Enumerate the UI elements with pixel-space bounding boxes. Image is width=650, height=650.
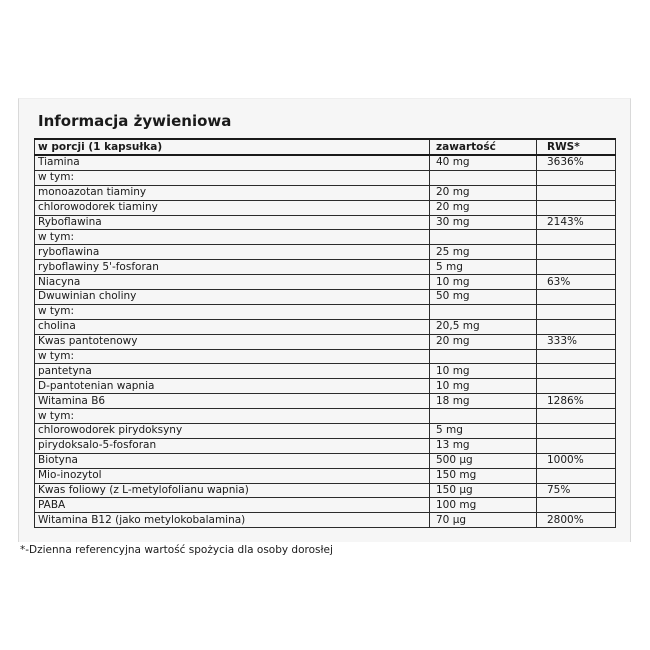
cell-name: pantetyna bbox=[35, 364, 430, 379]
cell-rws bbox=[537, 438, 616, 453]
cell-name: monoazotan tiaminy bbox=[35, 185, 430, 200]
cell-name: PABA bbox=[35, 498, 430, 513]
table-row bbox=[35, 215, 616, 230]
cell-rws: 333% bbox=[537, 334, 616, 349]
cell-amount: 5 mg bbox=[430, 424, 537, 439]
table-row bbox=[35, 498, 616, 513]
cell-name: ryboflawiny 5'-fosforan bbox=[35, 260, 430, 275]
cell-amount bbox=[430, 349, 537, 364]
cell-rws bbox=[537, 319, 616, 334]
table-row bbox=[35, 424, 616, 439]
table-row bbox=[35, 453, 616, 468]
cell-amount: 500 µg bbox=[430, 453, 537, 468]
cell-amount: 10 mg bbox=[430, 379, 537, 394]
table-row bbox=[35, 170, 616, 185]
cell-name: w tym: bbox=[35, 304, 430, 319]
table-row bbox=[35, 513, 616, 528]
cell-rws bbox=[537, 170, 616, 185]
cell-rws: 63% bbox=[537, 275, 616, 290]
cell-name: Kwas pantotenowy bbox=[35, 334, 430, 349]
header-serving: w porcji (1 kapsułka) bbox=[35, 139, 430, 155]
cell-amount bbox=[430, 170, 537, 185]
cell-amount: 20 mg bbox=[430, 185, 537, 200]
cell-amount: 18 mg bbox=[430, 394, 537, 409]
table-row bbox=[35, 245, 616, 260]
cell-name: chlorowodorek pirydoksyny bbox=[35, 424, 430, 439]
cell-amount: 100 mg bbox=[430, 498, 537, 513]
table-row bbox=[35, 185, 616, 200]
cell-name: w tym: bbox=[35, 349, 430, 364]
nutrition-table bbox=[34, 138, 616, 528]
header-amount: zawartość bbox=[430, 139, 537, 155]
cell-rws bbox=[537, 409, 616, 424]
cell-amount: 20,5 mg bbox=[430, 319, 537, 334]
cell-amount: 13 mg bbox=[430, 438, 537, 453]
cell-amount bbox=[430, 304, 537, 319]
page-title: Informacja żywieniowa bbox=[38, 112, 232, 130]
cell-amount: 40 mg bbox=[430, 155, 537, 170]
table-row bbox=[35, 230, 616, 245]
cell-name: pirydoksalo-5-fosforan bbox=[35, 438, 430, 453]
table-row bbox=[35, 304, 616, 319]
cell-name: Dwuwinian choliny bbox=[35, 290, 430, 305]
cell-amount: 50 mg bbox=[430, 290, 537, 305]
table-row bbox=[35, 438, 616, 453]
cell-amount: 20 mg bbox=[430, 200, 537, 215]
cell-name: Biotyna bbox=[35, 453, 430, 468]
cell-amount: 20 mg bbox=[430, 334, 537, 349]
cell-amount: 25 mg bbox=[430, 245, 537, 260]
cell-rws bbox=[537, 304, 616, 319]
table-row bbox=[35, 379, 616, 394]
cell-name: Mio-inozytol bbox=[35, 468, 430, 483]
table-row bbox=[35, 349, 616, 364]
table-row bbox=[35, 290, 616, 305]
cell-name: Niacyna bbox=[35, 275, 430, 290]
cell-rws: 2143% bbox=[537, 215, 616, 230]
cell-amount: 70 µg bbox=[430, 513, 537, 528]
table-row bbox=[35, 394, 616, 409]
cell-rws bbox=[537, 424, 616, 439]
cell-name: w tym: bbox=[35, 170, 430, 185]
cell-name: Tiamina bbox=[35, 155, 430, 170]
cell-amount: 150 mg bbox=[430, 468, 537, 483]
cell-name: Kwas foliowy (z L-metylofolianu wapnia) bbox=[35, 483, 430, 498]
cell-rws bbox=[537, 185, 616, 200]
cell-rws: 2800% bbox=[537, 513, 616, 528]
cell-rws bbox=[537, 498, 616, 513]
cell-rws: 1000% bbox=[537, 453, 616, 468]
cell-rws bbox=[537, 379, 616, 394]
cell-rws bbox=[537, 245, 616, 260]
cell-rws: 1286% bbox=[537, 394, 616, 409]
cell-name: chlorowodorek tiaminy bbox=[35, 200, 430, 215]
cell-rws bbox=[537, 364, 616, 379]
cell-rws bbox=[537, 468, 616, 483]
footnote: *-Dzienna referencyjna wartość spożycia dla osoby dorosłej bbox=[20, 544, 333, 556]
cell-rws: 75% bbox=[537, 483, 616, 498]
cell-name: D-pantotenian wapnia bbox=[35, 379, 430, 394]
table-row bbox=[35, 155, 616, 170]
table-header-row bbox=[35, 139, 616, 155]
cell-rws: 3636% bbox=[537, 155, 616, 170]
cell-name: Witamina B6 bbox=[35, 394, 430, 409]
table-row bbox=[35, 409, 616, 424]
cell-rws bbox=[537, 230, 616, 245]
cell-amount: 150 µg bbox=[430, 483, 537, 498]
cell-amount: 30 mg bbox=[430, 215, 537, 230]
table-row bbox=[35, 483, 616, 498]
cell-amount: 10 mg bbox=[430, 275, 537, 290]
table-row bbox=[35, 334, 616, 349]
table-row bbox=[35, 364, 616, 379]
cell-amount bbox=[430, 230, 537, 245]
table-row bbox=[35, 275, 616, 290]
cell-name: ryboflawina bbox=[35, 245, 430, 260]
table-row bbox=[35, 260, 616, 275]
table-row bbox=[35, 468, 616, 483]
cell-name: Ryboflawina bbox=[35, 215, 430, 230]
cell-amount: 5 mg bbox=[430, 260, 537, 275]
cell-name: Witamina B12 (jako metylokobalamina) bbox=[35, 513, 430, 528]
cell-amount bbox=[430, 409, 537, 424]
cell-name: cholina bbox=[35, 319, 430, 334]
cell-rws bbox=[537, 200, 616, 215]
header-rws: RWS* bbox=[537, 139, 616, 155]
cell-amount: 10 mg bbox=[430, 364, 537, 379]
table-row bbox=[35, 319, 616, 334]
cell-name: w tym: bbox=[35, 230, 430, 245]
cell-name: w tym: bbox=[35, 409, 430, 424]
cell-rws bbox=[537, 349, 616, 364]
cell-rws bbox=[537, 260, 616, 275]
cell-rws bbox=[537, 290, 616, 305]
table-row bbox=[35, 200, 616, 215]
